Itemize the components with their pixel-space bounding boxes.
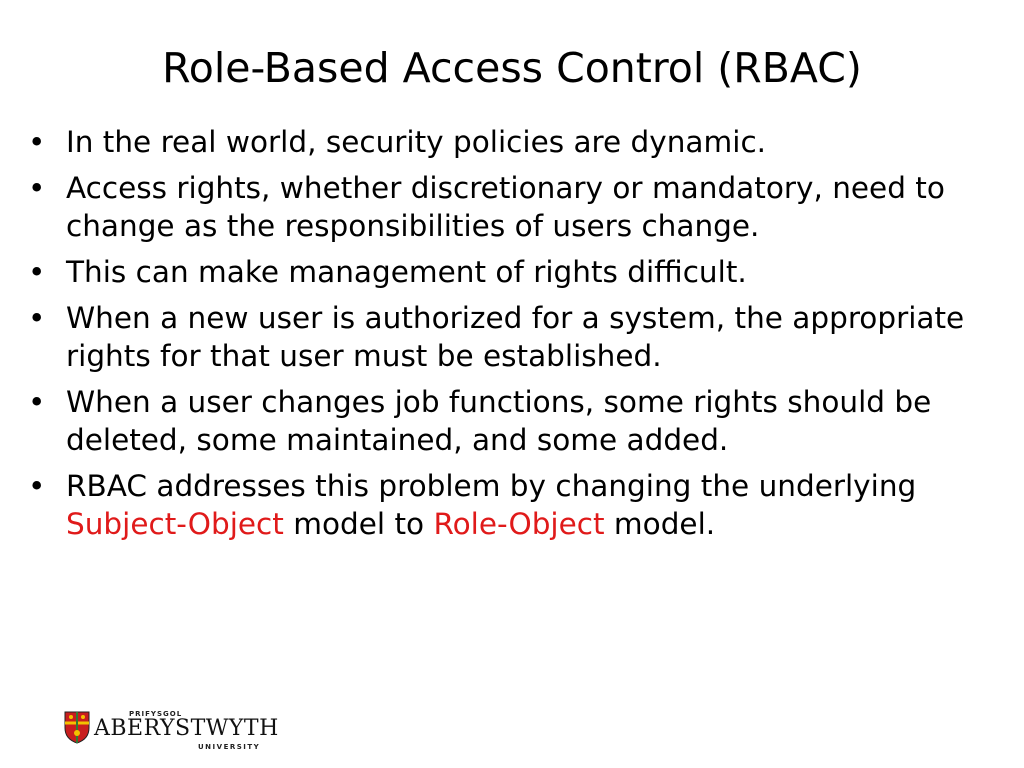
bullet-item <box>28 123 988 161</box>
highlight-role-object: Role-Object <box>433 507 605 541</box>
university-crest-icon <box>63 710 91 744</box>
bullet-dot: • <box>28 385 46 419</box>
bullet-dot: • <box>28 125 46 159</box>
highlight-subject-object: Subject-Object <box>66 507 284 541</box>
bullet-item <box>28 383 988 459</box>
slide-title: Role-Based Access Control (RBAC) <box>162 44 862 92</box>
bullet-text: When a user changes job functions, some rights should be deleted, some maintained, and some added. <box>66 385 932 457</box>
bullet-text: In the real world, security policies are dynamic. <box>66 125 767 159</box>
bullet-text: This can make management of rights difficult. <box>66 255 747 289</box>
bullet-dot: • <box>28 171 46 205</box>
logo-bottom-text: UNIVERSITY <box>198 743 261 751</box>
bullet-text-part: RBAC addresses this problem by changing the underlying <box>66 469 917 503</box>
bullet-list <box>28 123 988 551</box>
bullet-item <box>28 467 988 543</box>
bullet-dot: • <box>28 301 46 335</box>
logo-name: ABERYSTWYTH <box>94 716 279 741</box>
bullet-text: When a new user is authorized for a system, the appropriate rights for that user must be established. <box>66 301 965 373</box>
aberystwyth-logo <box>63 710 279 756</box>
logo-top-text: PRIFYSGOL <box>129 710 183 718</box>
bullet-dot: • <box>28 255 46 289</box>
bullet-text: Access rights, whether discretionary or mandatory, need to change as the responsibilities of users change. <box>66 171 945 243</box>
bullet-item <box>28 253 988 291</box>
bullet-item <box>28 169 988 245</box>
bullet-dot: • <box>28 469 46 503</box>
bullet-text-part: model. <box>604 507 716 541</box>
bullet-item <box>28 299 988 375</box>
bullet-text-part: model to <box>283 507 434 541</box>
